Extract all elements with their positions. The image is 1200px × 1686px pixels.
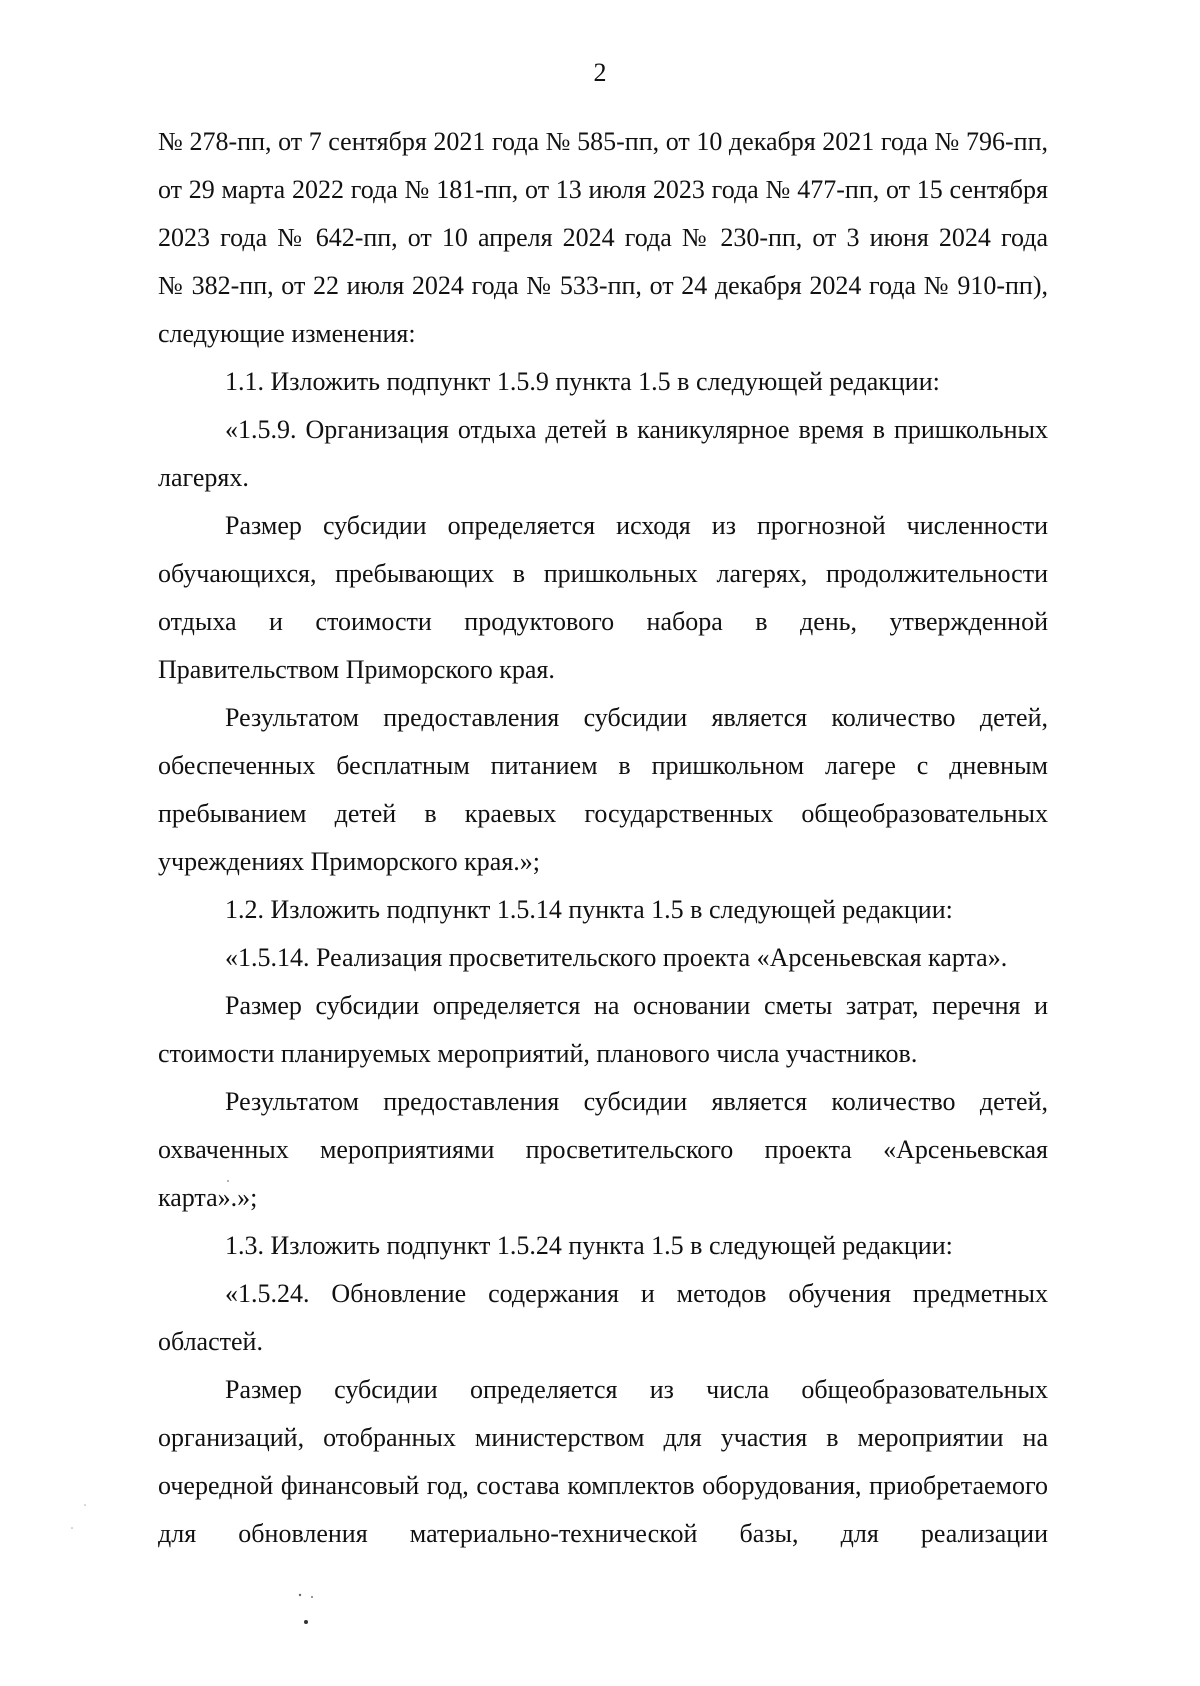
scan-speck — [311, 1596, 313, 1598]
scan-speck — [299, 1594, 301, 1596]
text-line: 2023 года № 642-пп, от 10 апреля 2024 года № 230-пп, от 3 июня 2024 года — [158, 223, 1048, 252]
text-line: карта».»; — [158, 1183, 258, 1212]
text-line: 1.1. Изложить подпункт 1.5.9 пункта 1.5 в следующей редакции: — [225, 367, 940, 396]
page-number: 2 — [593, 58, 607, 87]
scan-speck — [84, 1504, 86, 1506]
scan-speck — [304, 1620, 308, 1624]
text-line: областей. — [158, 1327, 263, 1356]
text-line: лагерях. — [158, 463, 249, 492]
text-line: стоимости планируемых мероприятий, планового числа участников. — [158, 1039, 918, 1068]
text-line: Размер субсидии определяется исходя из прогнозной численности — [225, 511, 1048, 540]
scan-speck — [71, 1527, 73, 1529]
text-line: «1.5.14. Реализация просветительского проекта «Арсеньевская карта». — [225, 943, 1008, 972]
text-line: следующие изменения: — [158, 319, 416, 348]
text-line: «1.5.9. Организация отдыха детей в каникулярное время в пришкольных — [225, 415, 1048, 444]
body-text — [158, 118, 1048, 1558]
text-line: для обновления материально-технической базы, для реализации — [158, 1519, 1048, 1548]
text-line: № 382-пп, от 22 июля 2024 года № 533-пп, от 24 декабря 2024 года № 910-пп), — [158, 271, 1048, 300]
text-line: Правительством Приморского края. — [158, 655, 555, 684]
text-line: очередной финансовый год, состава комплектов оборудования, приобретаемого — [158, 1471, 1048, 1500]
text-line: отдыха и стоимости продуктового набора в день, утвержденной — [158, 607, 1048, 636]
text-line: охваченных мероприятиями просветительского проекта «Арсеньевская — [158, 1135, 1048, 1164]
text-line: обеспеченных бесплатным питанием в пришкольном лагере с дневным — [158, 751, 1048, 780]
text-line: от 29 марта 2022 года № 181-пп, от 13 июля 2023 года № 477-пп, от 15 сентября — [158, 175, 1048, 204]
text-line: «1.5.24. Обновление содержания и методов обучения предметных — [225, 1279, 1048, 1308]
text-line: Результатом предоставления субсидии является количество детей, — [225, 703, 1048, 732]
text-line: 1.3. Изложить подпункт 1.5.24 пункта 1.5 в следующей редакции: — [225, 1231, 953, 1260]
text-line: Размер субсидии определяется из числа общеобразовательных — [225, 1375, 1048, 1404]
text-line: Размер субсидии определяется на основании сметы затрат, перечня и — [225, 991, 1048, 1020]
text-line: обучающихся, пребывающих в пришкольных лагерях, продолжительности — [158, 559, 1048, 588]
text-line: № 278-пп, от 7 сентября 2021 года № 585-пп, от 10 декабря 2021 года № 796-пп, — [158, 127, 1048, 156]
text-line: учреждениях Приморского края.»; — [158, 847, 541, 876]
text-line: организаций, отобранных министерством для участия в мероприятии на — [158, 1423, 1048, 1452]
text-line: 1.2. Изложить подпункт 1.5.14 пункта 1.5 в следующей редакции: — [225, 895, 953, 924]
text-line: Результатом предоставления субсидии является количество детей, — [225, 1087, 1048, 1116]
text-line: пребыванием детей в краевых государственных общеобразовательных — [158, 799, 1048, 828]
